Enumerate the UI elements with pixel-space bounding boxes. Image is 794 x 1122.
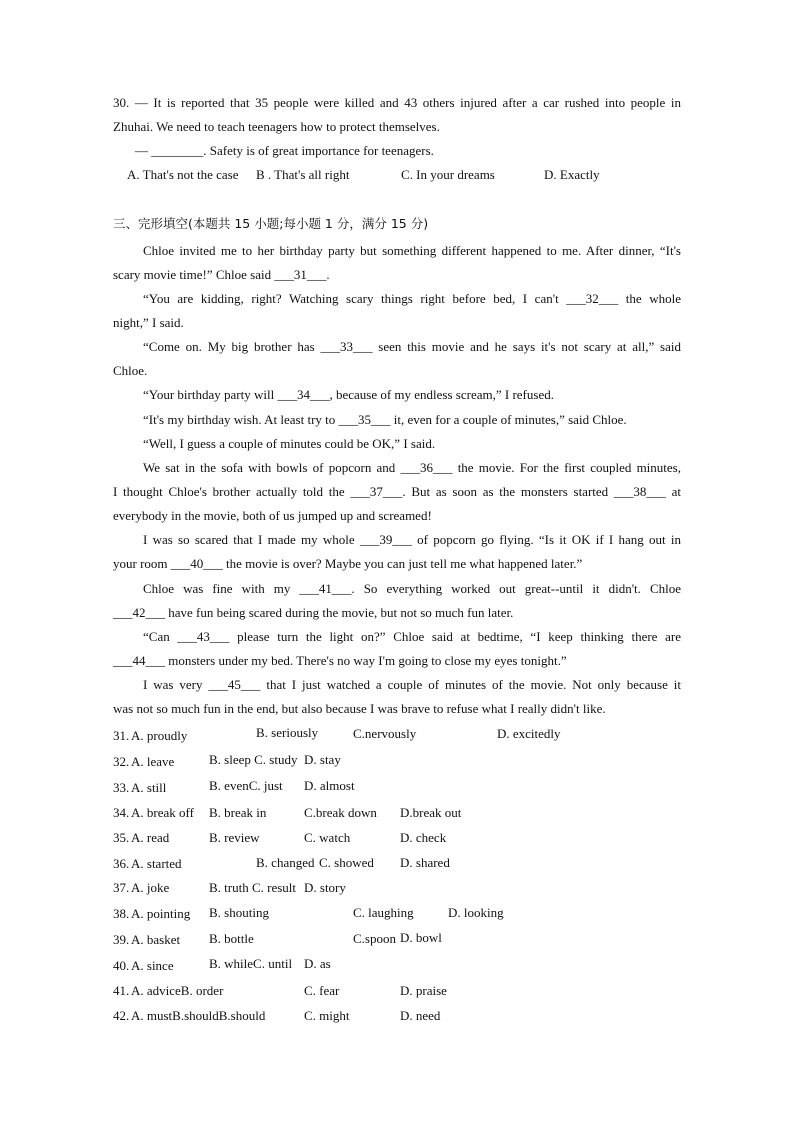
passage-line: Chloe. bbox=[113, 363, 148, 378]
section-heading: 三、完形填空(本题共 15 小题;每小题 1 分，满分 15 分) bbox=[113, 216, 429, 231]
option-a: A. mustB.shouldB.should bbox=[131, 1008, 266, 1023]
question-number: 32. bbox=[113, 754, 130, 769]
option-d: D. story bbox=[304, 880, 346, 895]
passage-line: scary movie time!” Chloe said ___31___. bbox=[113, 267, 330, 282]
passage-line: everybody in the movie, both of us jumped up and screamed! bbox=[113, 508, 432, 523]
passage-line: “Well, I guess a couple of minutes could be OK,” I said. bbox=[143, 436, 436, 451]
option-b: B. sleep C. study bbox=[209, 752, 298, 767]
q30-option-a: A. That's not the case bbox=[127, 167, 239, 182]
option-a: A. started bbox=[131, 856, 182, 871]
question-number: 36. bbox=[113, 856, 130, 871]
passage-line: was not so much fun in the end, but also because I was brave to refuse what I really didn't like. bbox=[113, 701, 606, 716]
option-d: D. praise bbox=[400, 983, 447, 998]
passage-line: your room ___40___ the movie is over? Maybe you can just tell me what happened later.” bbox=[113, 556, 583, 571]
question-number: 31. bbox=[113, 728, 130, 743]
option-b: B. whileC. until bbox=[209, 956, 293, 971]
passage-line: Chloe invited me to her birthday party but something different happened to me. After dinner, “It's bbox=[143, 243, 681, 258]
question-number: 33. bbox=[113, 780, 130, 795]
option-b: B. bottle bbox=[209, 931, 254, 946]
q30-option-d: D. Exactly bbox=[544, 167, 600, 182]
option-a: A. basket bbox=[131, 932, 181, 947]
option-c: C. fear bbox=[304, 983, 340, 998]
question-number: 38. bbox=[113, 906, 130, 921]
option-c: C.spoon bbox=[353, 931, 396, 946]
passage-line: Chloe was fine with my ___41___. So everything worked out great--until it didn't. Chloe bbox=[143, 581, 681, 596]
option-a: A. break off bbox=[131, 805, 194, 820]
option-c: C. watch bbox=[304, 830, 351, 845]
passage-line: I was so scared that I made my whole ___39___ of popcorn go flying. “Is it OK if I hang out in bbox=[143, 532, 681, 547]
option-a: A. leave bbox=[131, 754, 175, 769]
question-number: 35. bbox=[113, 830, 130, 845]
option-a: A. pointing bbox=[131, 906, 191, 921]
option-a: A. proudly bbox=[131, 728, 188, 743]
option-b: B. evenC. just bbox=[209, 778, 283, 793]
option-d: D. excitedly bbox=[497, 726, 561, 741]
option-c: C.nervously bbox=[353, 726, 417, 741]
passage-line: night,” I said. bbox=[113, 315, 184, 330]
option-b: B. break in bbox=[209, 805, 267, 820]
question-number: 37. bbox=[113, 880, 130, 895]
question-number: 39. bbox=[113, 932, 130, 947]
option-a: A. since bbox=[131, 958, 174, 973]
passage-line: I was very ___45___ that I just watched a couple of minutes of the movie. Not only because it bbox=[143, 677, 681, 692]
option-a: A. still bbox=[131, 780, 167, 795]
q30-option-c: C. In your dreams bbox=[401, 167, 495, 182]
option-b: B. truth C. result bbox=[209, 880, 297, 895]
passage-line: “You are kidding, right? Watching scary things right before bed, I can't ___32___ the whole bbox=[143, 291, 681, 306]
option-d: D. bowl bbox=[400, 930, 442, 945]
option-d: D. looking bbox=[448, 905, 504, 920]
option-d: D. shared bbox=[400, 855, 450, 870]
question-number: 41. bbox=[113, 983, 130, 998]
option-d: D. stay bbox=[304, 752, 341, 767]
option-d: D. as bbox=[304, 956, 331, 971]
q30-line-3: — ________. Safety is of great importance for teenagers. bbox=[135, 143, 434, 158]
option-b: B. review bbox=[209, 830, 260, 845]
question-number: 42. bbox=[113, 1008, 130, 1023]
option-c: C.break down bbox=[304, 805, 377, 820]
option-a: A. joke bbox=[131, 880, 170, 895]
passage-line: ___42___ have fun being scared during the movie, but not so much fun later. bbox=[113, 605, 514, 620]
q30-line-2: Zhuhai. We need to teach teenagers how to protect themselves. bbox=[113, 119, 440, 134]
passage-line: I thought Chloe's brother actually told the ___37___. But as soon as the monsters started ___38___ at bbox=[113, 484, 681, 499]
option-d: D. need bbox=[400, 1008, 441, 1023]
passage-line: “Can ___43___ please turn the light on?” Chloe said at bedtime, “I keep thinking there are bbox=[143, 629, 681, 644]
q30-option-b: B . That's all right bbox=[256, 167, 350, 182]
option-d: D.break out bbox=[400, 805, 462, 820]
option-b: B. seriously bbox=[256, 725, 319, 740]
option-a: A. adviceB. order bbox=[131, 983, 224, 998]
option-c: C. showed bbox=[319, 855, 374, 870]
option-a: A. read bbox=[131, 830, 170, 845]
passage-line: “Come on. My big brother has ___33___ seen this movie and he says it's not scary at all,” said bbox=[143, 339, 681, 354]
passage-line: “Your birthday party will ___34___, because of my endless scream,” I refused. bbox=[143, 387, 554, 402]
passage-line: ___44___ monsters under my bed. There's no way I'm going to close my eyes tonight.” bbox=[113, 653, 567, 668]
option-d: D. check bbox=[400, 830, 447, 845]
passage-line: We sat in the sofa with bowls of popcorn and ___36___ the movie. For the first coupled minutes, bbox=[143, 460, 681, 475]
option-c: C. might bbox=[304, 1008, 350, 1023]
option-c: C. laughing bbox=[353, 905, 414, 920]
option-b: B. changed bbox=[256, 855, 315, 870]
option-d: D. almost bbox=[304, 778, 355, 793]
question-number: 34. bbox=[113, 805, 130, 820]
q30-line-1: 30. — It is reported that 35 people were killed and 43 others injured after a car rushed into people in bbox=[113, 95, 681, 110]
option-b: B. shouting bbox=[209, 905, 269, 920]
passage-line: “It's my birthday wish. At least try to ___35___ it, even for a couple of minutes,” said Chloe. bbox=[143, 412, 627, 427]
question-number: 40. bbox=[113, 958, 130, 973]
